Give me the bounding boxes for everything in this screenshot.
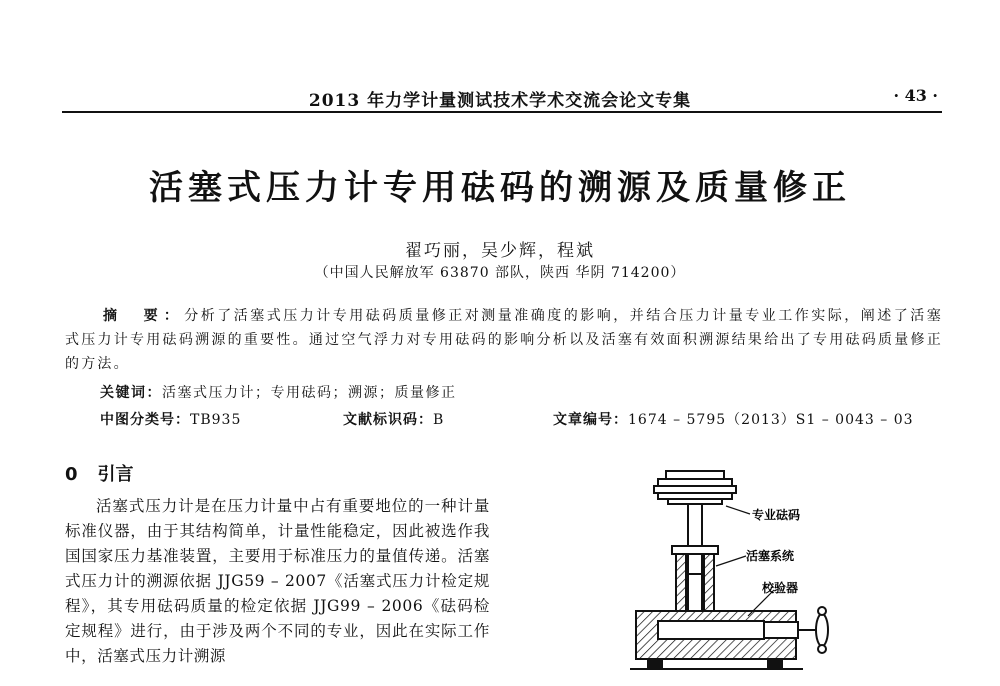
- piston-gauge-figure: [628, 466, 868, 682]
- abstract-label: 摘 要：: [103, 308, 185, 324]
- figure-label-calibrator: 校验器: [762, 581, 799, 595]
- paper-authors: 翟巧丽，吴少辉，程斌: [405, 241, 595, 261]
- piston-column: [672, 504, 718, 611]
- figure-label-piston: 活塞系统: [746, 549, 795, 563]
- article-no-label: 文章编号：: [553, 412, 628, 428]
- paper-title: 活塞式压力计专用砝码的溯源及质量修正: [149, 168, 851, 208]
- section-title: 引言: [97, 464, 134, 485]
- abstract-text: 分析了活塞式压力计专用砝码质量修正对测量准确度的影响，并结合压力计量专业工作实际，阐述了活塞式压力计专用砝码溯源的重要性。通过空气浮力对专用砝码的影响分析以及活塞有效面积溯源结果给出了专用砝码质量修正的方法。: [65, 308, 944, 372]
- weight-stack: [654, 471, 736, 504]
- doc-code-label: 文献标识码：: [343, 412, 433, 428]
- running-header-title: 2013 年力学计量测试技术学术交流会论文专集: [308, 91, 692, 111]
- keywords-label: 关键词：: [100, 385, 162, 401]
- header-rule: [62, 111, 942, 113]
- article-number: [553, 409, 914, 429]
- calibrator-base: [630, 611, 803, 669]
- section-number: 0: [65, 464, 78, 485]
- article-no-value: 1674 – 5795（2013）S1 – 0043 – 03: [628, 412, 914, 428]
- paper-affiliation: （中国人民解放军 63870 部队，陕西 华阴 714200）: [314, 265, 686, 281]
- section-heading: [65, 460, 134, 486]
- keywords: [100, 382, 457, 402]
- page-number: · 43 ·: [893, 86, 938, 105]
- keywords-text: 活塞式压力计；专用砝码；溯源；质量修正: [162, 385, 457, 401]
- figure-label-weights: 专业砝码: [752, 508, 801, 522]
- clc-number: [100, 409, 241, 429]
- document-code: [343, 409, 444, 429]
- doc-code-value: B: [433, 412, 445, 428]
- section-body: [65, 494, 490, 669]
- piston-gauge-diagram: [628, 466, 868, 682]
- clc-value: TB935: [190, 412, 242, 428]
- clc-label: 中图分类号：: [100, 412, 190, 428]
- abstract: [65, 304, 943, 376]
- body-paragraph: 活塞式压力计是在压力计量中占有重要地位的一种计量标准仪器，由于其结构简单，计量性能稳定，因此被选作我国国家压力基准装置，主要用于标准压力的量值传递。活塞式压力计的溯源依据 JJG59 – 2007《活塞式压力计检定规程》，其专用砝码质量的检定依据 JJG99 – 2006《砝码检定规程》进行，由于涉及两个不同的专业，因此在实际工作中，活塞式压力计溯源: [65, 497, 490, 665]
